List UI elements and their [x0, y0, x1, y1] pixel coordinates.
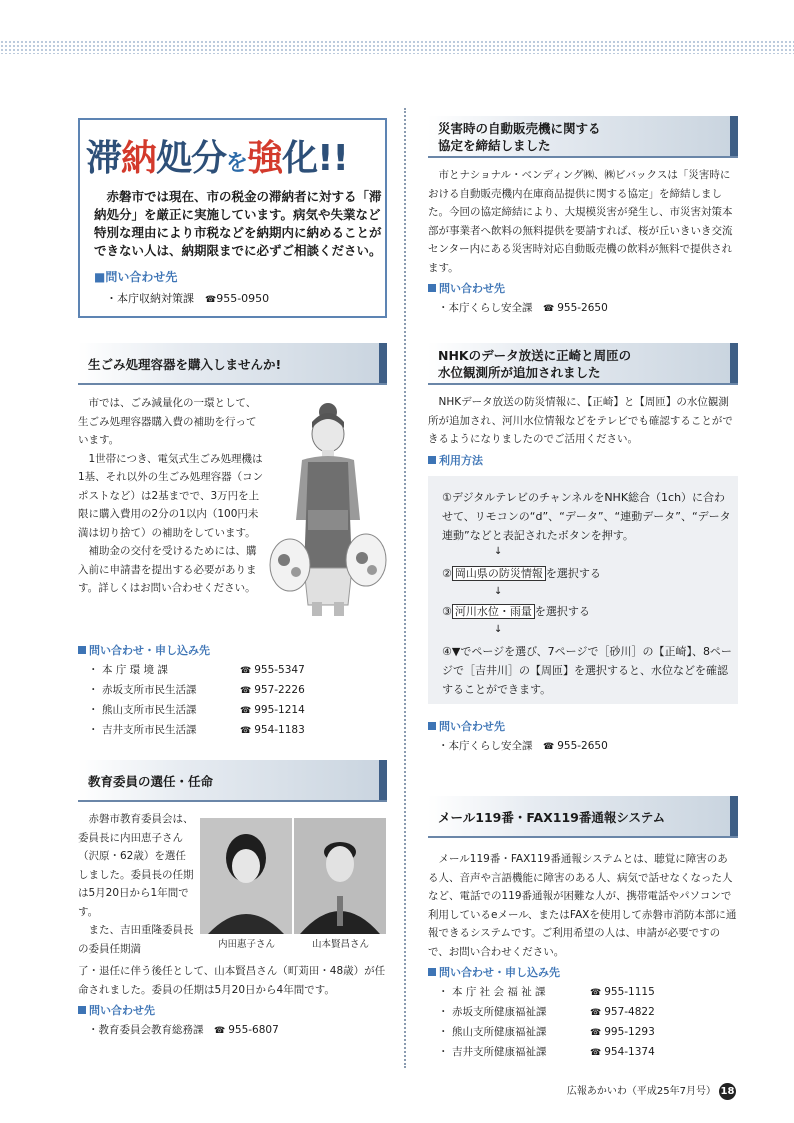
education-contact: ・教育委員会教育総務課 ☎ 955-6807: [88, 1022, 279, 1037]
vending-title: 災害時の自動販売機に関する 協定を締結しました: [438, 121, 601, 153]
photo-yamamoto: [294, 818, 386, 934]
education-title: 教育委員の選任・任命: [88, 774, 214, 789]
nhk-contact-heading: 問い合わせ先: [428, 718, 505, 734]
vending-section-header: [428, 116, 738, 158]
tax-notice-title: 滞納処分を強化!!: [86, 138, 348, 179]
mail119-contact-1: ・ 赤坂支所健康福祉課☎ 957-4822: [438, 1004, 655, 1019]
person-photo-icon: [294, 818, 386, 934]
nhk-step-2: ② 岡山県の防災情報 を選択する: [442, 567, 601, 580]
down-arrow-icon: ↓: [494, 624, 503, 635]
page-footer: [567, 1082, 736, 1100]
education-text-2: 了・退任に伴う後任として、山本賢昌さん（町苅田・48歳）が任命されました。委員の任期は5月20日から4年間です。: [78, 965, 386, 996]
photo-caption-uchida: 内田惠子さん: [218, 939, 276, 950]
nhk-step-4: ④▼でページを選び、7ページで［砂川］の【正崎】、8ページで［吉井川］の【周匝】を選択すると、水位などを確認することができます。: [442, 645, 732, 696]
lady-with-garbage-illustration: [268, 400, 388, 620]
nhk-step-1: ①デジタルテレビのチャンネルをNHK総合（1ch）に合わせて、リモコンの“d”、“データ”、“連動データ”、“データ連動”などと表記されたボタンを押す。: [442, 491, 731, 542]
vending-contact: ・本庁くらし安全課 ☎ 955-2650: [438, 300, 608, 315]
down-arrow-icon: ↓: [494, 546, 503, 557]
nhk-step-3: ③ 河川水位・雨量 を選択する: [442, 605, 590, 618]
top-dot-band: [0, 40, 794, 54]
garbage-contact-2: ・ 熊山支所市民生活課☎ 995-1214: [88, 702, 305, 717]
mail119-section-header: [428, 796, 738, 838]
garbage-contact-heading: 問い合わせ・申し込み先: [78, 642, 210, 658]
tax-notice-text: 赤磐市では現在、市の税金の滞納者に対する「滞納処分」を厳正に実施しています。病気や失業など特別な理由により市税などを納期内に納めることができない人は、納期限までに必ずご相談ください。: [94, 189, 382, 258]
tax-contact: ・本庁収納対策課 ☎955-0950: [106, 292, 270, 305]
photo-caption-yamamoto: 山本賢昌さん: [312, 939, 370, 950]
garbage-contact-0: ・ 本 庁 環 境 課☎ 955-5347: [88, 662, 305, 677]
education-contact-heading: 問い合わせ先: [78, 1002, 155, 1018]
down-arrow-icon: ↓: [494, 586, 503, 597]
garbage-text: 市では、ごみ減量化の一環として、生ごみ処理容器購入費の補助を行っています。 1世帯につき、電気式生ごみ処理機は1基、それ以外の生ごみ処理容器（コンポストなど）は2基までで、3万円を上限に購入費用の2分の1以内（100円未満は切り捨て）の補助をしています。 補助金の交付を受けるためには、購入前に申請書を提出する必要があります。詳しくはお問い合わせください。: [78, 397, 264, 594]
footer-text: 広報あかいわ（平成25年7月号）: [566, 1086, 716, 1097]
mail119-contact-0: ・ 本 庁 社 会 福 祉 課☎ 955-1115: [438, 984, 655, 999]
garbage-contact-1: ・ 赤坂支所市民生活課☎ 957-2226: [88, 682, 305, 697]
nhk-contact: ・本庁くらし安全課 ☎ 955-2650: [438, 738, 608, 753]
tax-contact-heading: ■問い合わせ先: [94, 270, 178, 284]
person-photo-icon: [200, 818, 292, 934]
education-text-1: 赤磐市教育委員会は、委員長に内田恵子さん（沢原・62歳）を選任しました。委員長の任期は5月20日から1年間です。 また、吉田重隆委員長の委員任期満: [78, 813, 194, 955]
nhk-text: NHKデータ放送の防災情報に、【正崎】と【周匝】の水位観測所が追加され、河川水位情報などをテレビでも確認することができるようになりましたのでご活用ください。: [428, 396, 733, 445]
column-divider: [404, 108, 406, 1068]
garbage-title: 生ごみ処理容器を購入しませんか!: [88, 357, 282, 372]
vending-text: 市とナショナル・ベンディング㈱、㈱ビバックスは「災害時における自動販売機内在庫商品提供に関する協定」を締結しました。今回の協定締結により、大規模災害が発生し、市災害対策本部が事業者へ飲料の無料提供を要請すれば、桜が丘いきいき交流センター内にある災害時対応自動販売機の飲料が無料で提供されます。: [428, 169, 733, 274]
nhk-title: NHKのデータ放送に正崎と周匝の 水位観測所が追加されました: [438, 348, 632, 380]
garbage-contact-3: ・ 吉井支所市民生活課☎ 954-1183: [88, 722, 305, 737]
nhk-method-heading: 利用方法: [428, 452, 483, 468]
mail119-contact-heading: 問い合わせ・申し込み先: [428, 964, 560, 980]
nhk-section-header: [428, 343, 738, 385]
education-section-header: [78, 760, 387, 802]
mail119-contact-2: ・ 熊山支所健康福祉課☎ 995-1293: [438, 1024, 655, 1039]
mail119-contact-3: ・ 吉井支所健康福祉課☎ 954-1374: [438, 1044, 655, 1059]
nhk-steps-box: [428, 476, 738, 704]
garbage-section-header: [78, 343, 387, 385]
mail119-title: メール119番・FAX119番通報システム: [438, 810, 666, 825]
mail119-text: メール119番・FAX119番通報システムとは、聴覚に障害のある人、音声や言語機能に障害のある人、病気で話せなくなった人など、電話での119番通報が困難な人が、携帯電話やパソコンで利用しているeメール、またはFAXを使用して赤磐市消防本部に通報できるシステムです。ご利用希望の人は、申請が必要ですので、お問い合わせください。: [428, 853, 737, 958]
photo-uchida: [200, 818, 292, 934]
tax-notice-box: [78, 118, 387, 318]
vending-contact-heading: 問い合わせ先: [428, 280, 505, 296]
page-number: 18: [719, 1083, 736, 1100]
